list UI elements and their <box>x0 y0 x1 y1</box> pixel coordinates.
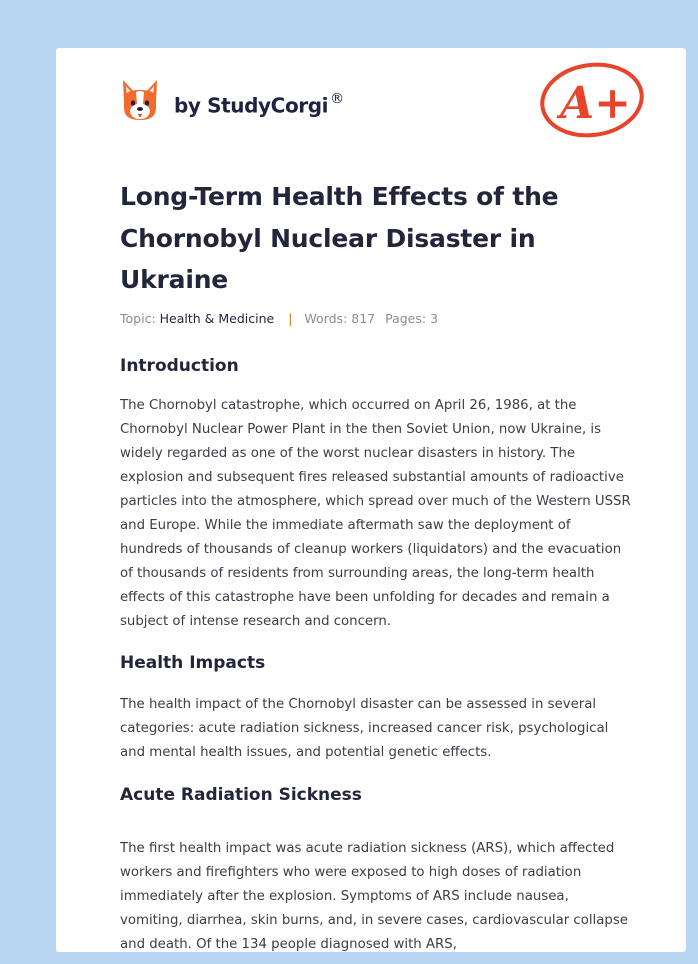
words-label: Words: <box>304 311 348 326</box>
pages-label: Pages: <box>385 311 427 326</box>
section-text-acute-radiation-sickness: The first health impact was acute radiation sickness (ARS), which affected workers and firefighters who were exposed to high doses of radiation immediately after the explosion. Symptoms of ARS include nausea, vomiting, diarrhea, skin burns, and, in severe cases, cardiovascular collapse and death. Of the 134 people diagnosed with ARS, <box>120 841 628 952</box>
section-heading-acute-radiation-sickness: Acute Radiation Sickness <box>120 785 362 805</box>
registered-mark: ® <box>330 90 344 107</box>
corgi-logo-icon <box>120 78 160 124</box>
brand-name: by StudyCorgi ® <box>174 90 344 118</box>
pages-count: 3 <box>430 311 439 326</box>
topic-link[interactable]: Health & Medicine <box>159 311 275 326</box>
words-count: 817 <box>351 311 376 326</box>
section-text-health-impacts: The health impact of the Chornobyl disaster can be assessed in several categories: acute radiation sickness, increased cancer risk, psychological and mental health issues, and potential genetic effects. <box>120 697 609 760</box>
grade-text: A+ <box>560 78 632 129</box>
brand-logo[interactable] <box>120 76 344 126</box>
topic-label: Topic: <box>120 311 156 326</box>
meta-separator: | <box>288 311 293 326</box>
section-text-introduction: The Chornobyl catastrophe, which occurred on April 26, 1986, at the Chornobyl Nuclear Power Plant in the then Soviet Union, now Ukraine, is widely regarded as one of the worst nuclear disasters in history. The explosion and subsequent fires released substantial amounts of radioactive particles into the atmosphere, which spread over much of the Western USSR and Europe. While the immediate aftermath saw the deployment of hundreds of thousands of cleanup workers (liquidators) and the evacuation of thousands of residents from surrounding areas, the long-term health effects of this catastrophe have been unfolding for decades and remain a subject of intense research and concern. <box>120 398 631 629</box>
a-plus-grade-icon <box>538 60 648 140</box>
grade-badge <box>538 60 648 144</box>
document-meta <box>120 311 438 326</box>
section-heading-introduction: Introduction <box>120 356 239 376</box>
document-title: Long-Term Health Effects of the Chornobyl Nuclear Disaster in Ukraine <box>120 182 559 294</box>
document-page <box>56 48 686 952</box>
document-body <box>120 351 632 952</box>
section-heading-health-impacts: Health Impacts <box>120 653 266 673</box>
